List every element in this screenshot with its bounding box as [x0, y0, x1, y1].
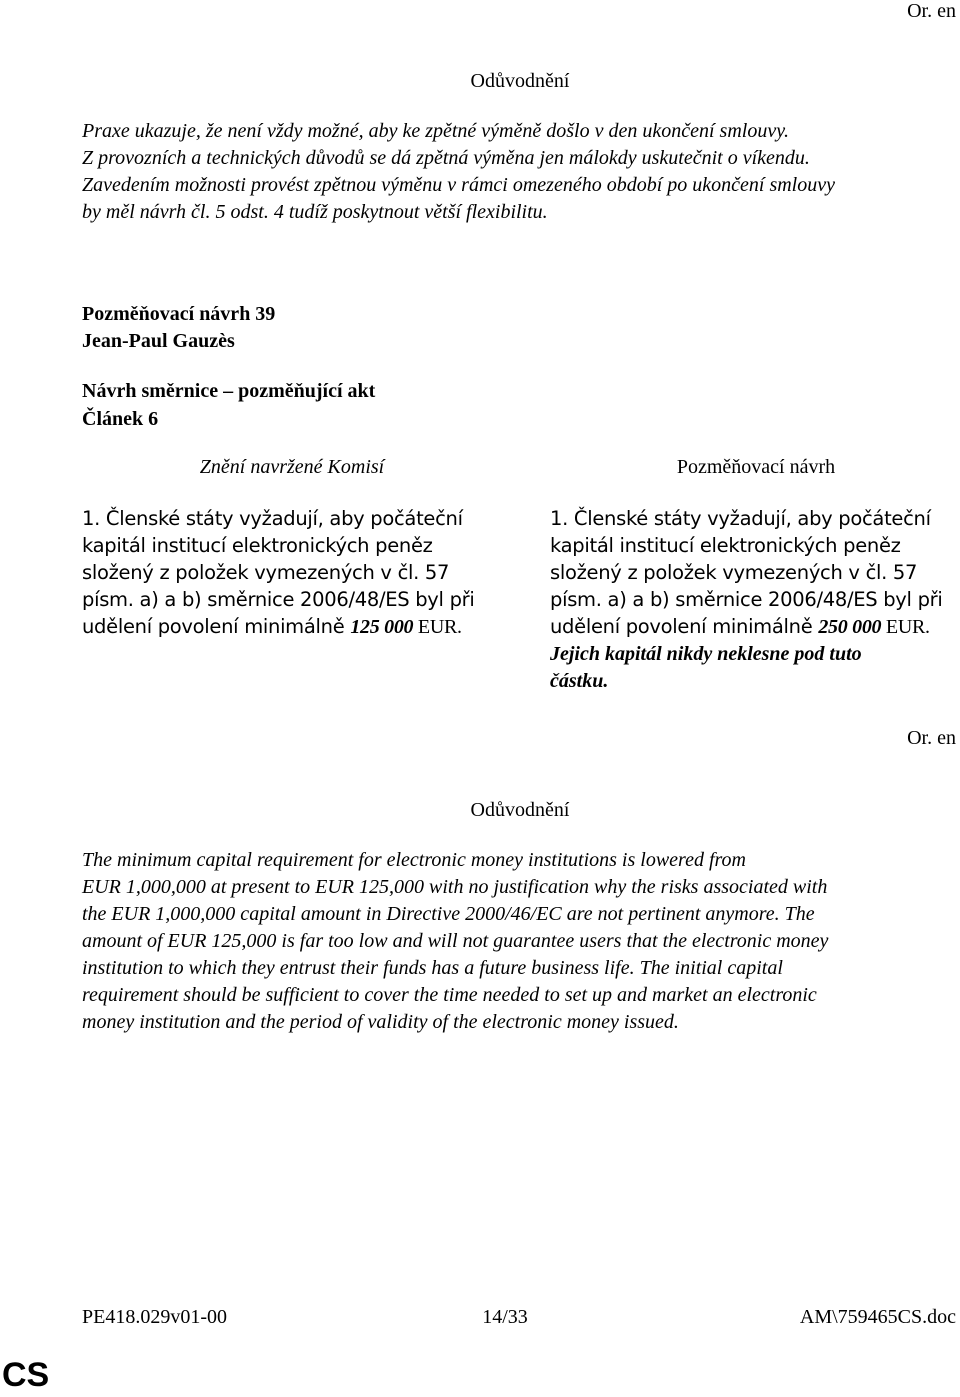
justification-line: by měl návrh čl. 5 odst. 4 tudíž poskytnout větší flexibilitu.	[82, 201, 548, 223]
original-language: Or. en	[907, 0, 956, 22]
amount-highlight: 125 000	[350, 616, 414, 638]
text-fragment: udělení povolení minimálně	[82, 615, 351, 638]
justification-line: Praxe ukazuje, že není vždy možné, aby ke zpětné výměně došlo v den ukončení smlouvy.	[82, 120, 789, 142]
text-line	[550, 613, 942, 641]
footer-doc-ref: PE418.029v01-00	[82, 1306, 227, 1328]
justification-line: the EUR 1,000,000 capital amount in Directive 2000/46/EC are not pertinent anymore. The	[82, 903, 815, 925]
justification-heading: Odůvodnění	[470, 70, 570, 92]
justification-line: requirement should be sufficient to cover the time needed to set up and market an electronic	[82, 984, 817, 1006]
text-line: kapitál institucí elektronických peněz	[550, 534, 901, 557]
added-text-line: Jejich kapitál nikdy neklesne pod tuto	[550, 643, 862, 665]
text-fragment: udělení povolení minimálně	[550, 615, 819, 638]
language-code: CS	[2, 1356, 50, 1394]
article-number: Článek 6	[82, 408, 159, 430]
amendment-header	[82, 301, 275, 355]
text-fragment: EUR.	[413, 616, 462, 638]
proposal-title: Návrh směrnice – pozměňující akt	[82, 380, 376, 402]
footer-file-name: AM\759465CS.doc	[799, 1306, 956, 1328]
commission-text	[82, 505, 474, 641]
justification-line: amount of EUR 125,000 is far too low and will not guarantee users that the electronic money	[82, 930, 829, 952]
text-line: kapitál institucí elektronických peněz	[82, 534, 433, 557]
text-line: 1. Členské státy vyžadují, aby počáteční	[550, 507, 931, 530]
justification-line: money institution and the period of validity of the electronic money issued.	[82, 1011, 679, 1033]
text-line: složený z položek vymezených v čl. 57	[82, 561, 450, 584]
text-line: písm. a) a b) směrnice 2006/48/ES byl při	[550, 588, 943, 611]
text-line: písm. a) a b) směrnice 2006/48/ES byl při	[82, 588, 475, 611]
amendment-author: Jean-Paul Gauzès	[82, 330, 235, 352]
justification-text	[82, 118, 835, 226]
added-text-line: částku.	[550, 670, 609, 692]
justification-heading: Odůvodnění	[470, 799, 570, 821]
amendment-number: Pozměňovací návrh 39	[82, 303, 276, 325]
column-header-commission: Znění navržené Komisí	[199, 456, 385, 478]
amount-highlight: 250 000	[818, 616, 882, 638]
column-header-amendment: Pozměňovací návrh	[676, 456, 836, 478]
justification-text	[82, 847, 828, 1036]
text-line: 1. Členské státy vyžadují, aby počáteční	[82, 507, 463, 530]
footer-page-number: 14/33	[482, 1306, 528, 1328]
original-language: Or. en	[907, 727, 956, 749]
amendment-target	[82, 377, 375, 433]
text-line	[82, 613, 474, 641]
text-line: složený z položek vymezených v čl. 57	[550, 561, 918, 584]
text-fragment: EUR.	[881, 616, 930, 638]
justification-line: institution to which they entrust their funds has a future business life. The initial capital	[82, 957, 783, 979]
justification-line: EUR 1,000,000 at present to EUR 125,000 with no justification why the risks associated with	[82, 876, 828, 898]
justification-line: Z provozních a technických důvodů se dá zpětná výměna jen málokdy uskutečnit o víkendu.	[82, 147, 810, 169]
justification-line: Zavedením možnosti provést zpětnou výměnu v rámci omezeného období po ukončení smlouvy	[82, 174, 835, 196]
justification-line: The minimum capital requirement for electronic money institutions is lowered from	[82, 849, 746, 871]
amendment-text	[550, 505, 942, 695]
